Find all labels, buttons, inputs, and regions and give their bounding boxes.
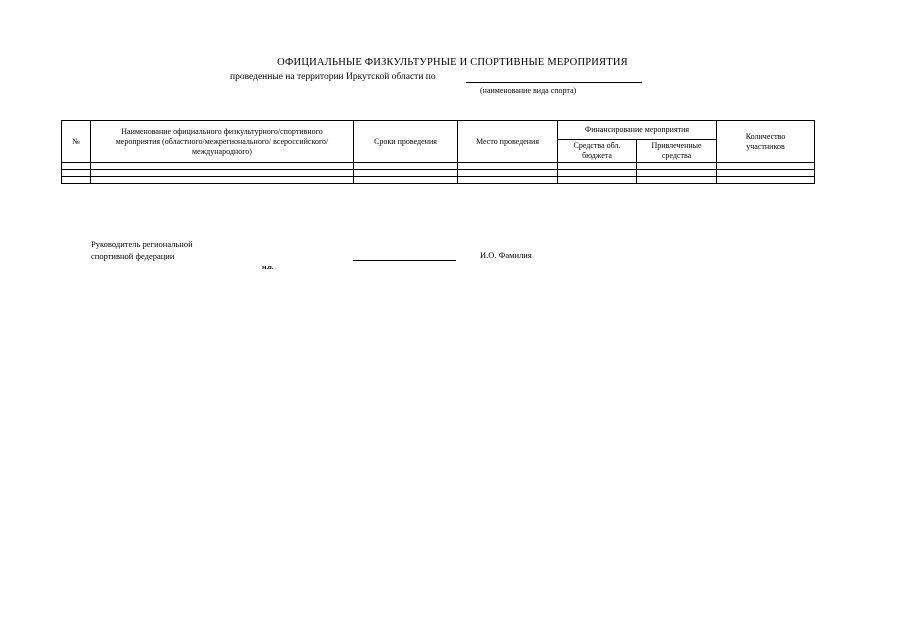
table-cell (458, 177, 558, 184)
table-cell (91, 170, 354, 177)
table-cell (354, 170, 458, 177)
document-subtitle: проведенные на территории Иркутской области по (230, 72, 436, 82)
table-cell (637, 163, 717, 170)
stamp-place-label: м.п. (262, 264, 274, 271)
header-number: № (62, 121, 91, 163)
table-cell (458, 170, 558, 177)
table-cell (354, 177, 458, 184)
table-cell (91, 163, 354, 170)
table-cell (458, 163, 558, 170)
sport-name-blank-line (466, 82, 642, 83)
header-regional-budget: Средства обл. бюджета (558, 140, 637, 163)
table-cell (558, 163, 637, 170)
signatory-role (91, 238, 193, 262)
table-cell (717, 163, 815, 170)
header-event-name: Наименование официального физкультурного/спортивного мероприятия (областного/межрегионального/ всероссийского/международного) (91, 121, 354, 163)
signature-blank-line (353, 260, 456, 261)
table-cell (62, 177, 91, 184)
document-title: ОФИЦИАЛЬНЫЕ ФИЗКУЛЬТУРНЫЕ И СПОРТИВНЫЕ МЕРОПРИЯТИЯ (277, 57, 628, 68)
header-financing: Финансирование мероприятия (558, 121, 717, 140)
table-row (62, 170, 815, 177)
table-cell (62, 170, 91, 177)
sport-name-hint: (наименование вида спорта) (480, 86, 577, 95)
table-cell (558, 177, 637, 184)
table-cell (717, 177, 815, 184)
header-dates: Сроки проведения (354, 121, 458, 163)
table-row (62, 177, 815, 184)
header-participants: Количество участников (717, 121, 815, 163)
table-cell (91, 177, 354, 184)
table-cell (62, 163, 91, 170)
header-place: Место проведения (458, 121, 558, 163)
signatory-role-line2: спортивной федерации (91, 251, 175, 261)
table-cell (558, 170, 637, 177)
events-table (61, 120, 815, 184)
table-cell (717, 170, 815, 177)
table-cell (637, 170, 717, 177)
signatory-role-line1: Руководитель региональной (91, 239, 193, 249)
header-attracted-funds: Привлеченные средства (637, 140, 717, 163)
signatory-name: И.О. Фамилия (480, 250, 532, 260)
table-cell (637, 177, 717, 184)
table-row (62, 163, 815, 170)
table-cell (354, 163, 458, 170)
